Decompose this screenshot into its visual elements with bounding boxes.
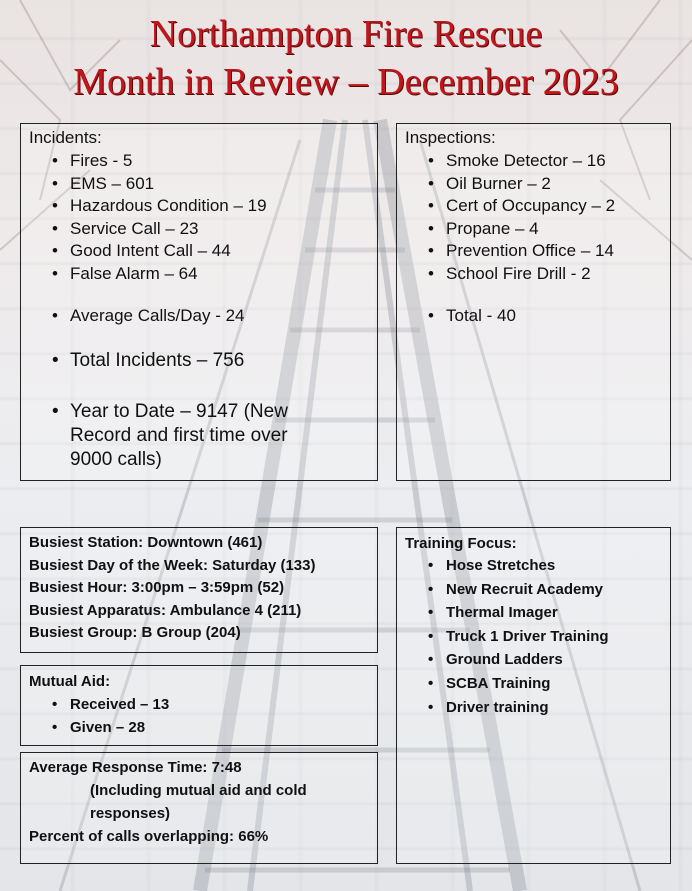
percent-overlapping: Percent of calls overlapping: 66% [29,828,269,845]
bullet-icon: • [428,263,434,283]
title-line-1: Northampton Fire Rescue [149,13,543,55]
incidents-box [20,123,378,481]
list-item: • EMS – 601 [70,173,267,196]
list-item: • Smoke Detector – 16 [446,150,615,173]
list-item: • Prevention Office – 14 [446,240,615,263]
list-item: • Propane – 4 [446,218,615,241]
busiest-station: Busiest Station: Downtown (461) [29,534,263,551]
list-item: • New Recruit Academy [446,578,609,602]
bullet-icon: • [428,151,434,170]
bullet-icon: • [52,401,59,422]
busiest-day: Busiest Day of the Week: Saturday (133) [29,556,316,574]
bullet-icon: • [52,218,58,238]
bullet-icon: • [52,196,58,216]
response-note: (Including mutual aid and cold responses) [90,782,307,822]
inspections-heading: Inspections: [405,128,496,147]
average-response-time: Average Response Time: 7:48 [29,759,242,776]
inspections-box [396,123,671,481]
list-item: • Cert of Occupancy – 2 [446,195,615,218]
incidents-list [52,150,267,286]
list-item: • Hazardous Condition – 19 [70,195,267,218]
mutual-aid-heading: Mutual Aid: [29,673,111,690]
bullet-icon: • [428,241,434,261]
list-item: • Truck 1 Driver Training [446,625,609,649]
bullet-icon: • [52,719,58,736]
inspections-list [428,150,616,286]
mutual-aid-list [52,693,170,739]
bullet-icon: • [428,604,434,622]
list-item: • SCBA Training [446,672,609,696]
list-item: • Fires - 5 [70,150,267,173]
bullet-icon: • [52,696,58,713]
bullet-icon: • [428,580,434,598]
response-box [20,752,378,864]
mutual-aid-box [20,665,378,746]
bullet-icon: • [52,241,58,261]
list-item: • School Fire Drill - 2 [446,263,615,286]
busiest-box [20,527,378,653]
title-line-2: Month in Review – December 2023 [73,61,619,103]
bullet-icon: • [428,698,434,716]
bullet-icon: • [52,350,59,371]
list-item: • Received – 13 [70,693,169,716]
bullet-icon: • [428,306,434,325]
bullet-icon: • [52,306,58,325]
busiest-group: Busiest Group: B Group (204) [29,624,241,642]
total-incidents: • Total Incidents – 756 [52,350,245,371]
training-list [428,554,609,719]
bullet-icon: • [428,651,434,669]
incidents-heading: Incidents: [29,128,102,147]
bullet-icon: • [428,218,434,238]
bullet-icon: • [52,151,58,170]
training-heading: Training Focus: [405,535,517,552]
list-item: • Good Intent Call – 44 [70,240,267,263]
training-box [396,527,671,864]
bullet-icon: • [52,173,58,193]
year-to-date: • Year to Date – 9147 (New Record and first time over 9000 calls) [52,401,288,470]
list-item: • Thermal Imager [446,601,609,625]
busiest-hour: Busiest Hour: 3:00pm – 3:59pm (52) [29,579,285,597]
list-item: • Ground Ladders [446,648,609,672]
bullet-icon: • [428,557,434,574]
list-item: • Driver training [446,696,609,720]
list-item: • Hose Stretches [446,554,609,578]
inspections-total: • Total - 40 [428,306,516,325]
list-item: • False Alarm – 64 [70,263,267,286]
busiest-apparatus: Busiest Apparatus: Ambulance 4 (211) [29,601,302,619]
list-item: • Oil Burner – 2 [446,173,615,196]
list-item: • Service Call – 23 [70,218,267,241]
bullet-icon: • [52,263,58,283]
average-calls: • Average Calls/Day - 24 [52,306,245,325]
bullet-icon: • [428,674,434,692]
bullet-icon: • [428,627,434,645]
bullet-icon: • [428,196,434,216]
bullet-icon: • [428,173,434,193]
list-item: • Given – 28 [70,716,169,739]
